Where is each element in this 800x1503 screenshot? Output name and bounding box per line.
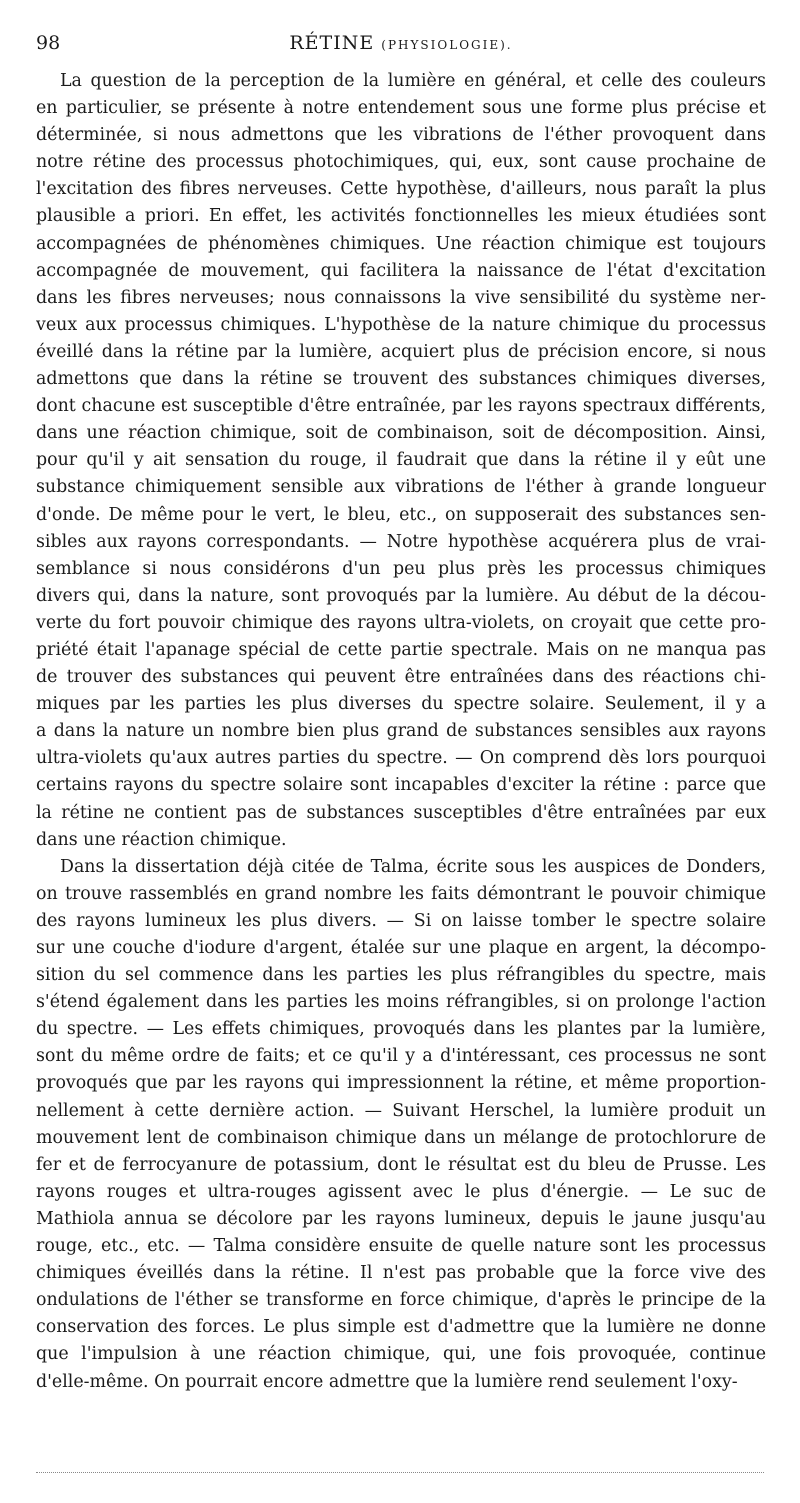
text-line: fer et de ferrocyanure de potassium, dont le résultat est du bleu de Prusse. Les [36, 1154, 766, 1175]
text-line: a dans la nature un nombre bien plus grand de substances sensibles aux rayons [36, 721, 766, 742]
text-line: substance chimiquement sensible aux vibrations de l'éther à grande longueur [36, 477, 766, 498]
text-line: chimiques éveillés dans la rétine. Il n'est pas probable que la force vive des [36, 1263, 766, 1284]
text-line: plausible a priori. En effet, les activités fonctionnelles les mieux étudiées sont [36, 206, 766, 227]
text-line: dont chacune est susceptible d'être entraînée, par les rayons spectraux différents, [36, 396, 766, 417]
text-line: on trouve rassemblés en grand nombre les faits démontrant le pouvoir chimique [36, 883, 766, 904]
text-line: divers qui, dans la nature, sont provoqués par la lumière. Au début de la décou- [36, 585, 766, 606]
text-line: provoqués que par les rayons qui impressionnent la rétine, et même proportion- [36, 1073, 766, 1094]
text-line: d'elle-même. On pourrait encore admettre que la lumière rend seulement l'oxy- [36, 1371, 738, 1392]
text-line: s'étend également dans les parties les moins réfrangibles, si on prolonge l'action [36, 992, 766, 1013]
text-line: pour qu'il y ait sensation du rouge, il faudrait que dans la rétine il y eût une [36, 450, 766, 471]
text-line: des rayons lumineux les plus divers. — Si on laisse tomber le spectre solaire [36, 910, 766, 931]
text-line: éveillé dans la rétine par la lumière, acquiert plus de précision encore, si nous [36, 341, 766, 362]
body-text [36, 68, 766, 1396]
text-line: l'excitation des fibres nerveuses. Cette hypothèse, d'ailleurs, nous paraît la plus [36, 179, 766, 200]
text-line: de trouver des substances qui peuvent être entraînées dans des réactions chi- [36, 667, 766, 688]
text-line: sur une couche d'iodure d'argent, étalée sur une plaque en argent, la décompo- [36, 938, 766, 958]
text-line: mouvement lent de combinaison chimique dans un mélange de protochlorure de [36, 1127, 766, 1148]
text-line: certains rayons du spectre solaire sont incapables d'exciter la rétine : parce que [36, 775, 766, 796]
text-line: Dans la dissertation déjà citée de Talma, écrite sous les auspices de Donders, [60, 856, 766, 877]
text-line: dans une réaction chimique. [36, 829, 287, 850]
text-line: la rétine ne contient pas de substances susceptibles d'être entraînées par eux [36, 802, 766, 823]
text-line: rouge, etc., etc. — Talma considère ensuite de quelle nature sont les processus [36, 1236, 766, 1257]
text-line: ultra-violets qu'aux autres parties du spectre. — On comprend dès lors pourquoi [36, 748, 766, 769]
running-header [36, 30, 766, 56]
running-title-sub: (PHYSIOLOGIE). [381, 38, 513, 52]
text-line: d'onde. De même pour le vert, le bleu, etc., on supposerait des substances sen- [36, 504, 766, 525]
text-line: dans une réaction chimique, soit de combinaison, soit de décomposition. Ainsi, [36, 423, 766, 444]
running-title-main: RÉTINE [289, 32, 375, 54]
text-line: du spectre. — Les effets chimiques, provoqués dans les plantes par la lumière, [36, 1019, 766, 1040]
text-line: notre rétine des processus photochimiques, qui, eux, sont cause prochaine de [36, 152, 766, 173]
text-line: accompagnée de mouvement, qui facilitera la naissance de l'état d'excitation [36, 260, 766, 281]
text-line: sibles aux rayons correspondants. — Notre hypothèse acquérera plus de vrai- [36, 531, 766, 552]
text-line: rayons rouges et ultra-rouges agissent avec le plus d'énergie. — Le suc de [36, 1181, 766, 1202]
text-line: Mathiola annua se décolore par les rayons lumineux, depuis le jaune jusqu'au [36, 1208, 766, 1229]
text-line: verte du fort pouvoir chimique des rayons ultra-violets, on croyait que cette pro- [36, 612, 766, 633]
paragraph [36, 854, 766, 1396]
text-line: sont du même ordre de faits; et ce qu'il y a d'intéressant, ces processus ne sont [36, 1046, 766, 1067]
running-title [36, 30, 766, 58]
paragraph [36, 68, 766, 854]
text-line: miques par les parties les plus diverses du spectre solaire. Seulement, il y a [36, 694, 766, 715]
text-line: conservation des forces. Le plus simple est d'admettre que la lumière ne donne [36, 1317, 766, 1338]
text-line: déterminée, si nous admettons que les vibrations de l'éther provoquent dans [36, 125, 766, 146]
text-line: admettons que dans la rétine se trouvent des substances chimiques diverses, [36, 369, 766, 390]
text-line: semblance si nous considérons d'un peu plus près les processus chimiques [36, 558, 766, 579]
text-line: dans les fibres nerveuses; nous connaissons la vive sensibilité du système ner- [36, 287, 766, 308]
text-line: accompagnées de phénomènes chimiques. Une réaction chimique est toujours [36, 233, 766, 254]
text-line: nellement à cette dernière action. — Suivant Herschel, la lumière produit un [36, 1100, 766, 1121]
text-line: La question de la perception de la lumière en général, et celle des couleurs [60, 71, 766, 91]
document-page [36, 30, 766, 1396]
text-line: ondulations de l'éther se transforme en force chimique, d'après le principe de la [36, 1290, 766, 1311]
text-line: sition du sel commence dans les parties les plus réfrangibles du spectre, mais [36, 965, 766, 986]
footer-rule [36, 1472, 764, 1473]
text-line: priété était l'apanage spécial de cette partie spectrale. Mais on ne manqua pas [36, 639, 766, 660]
page-number: 98 [36, 32, 61, 54]
text-line: que l'impulsion à une réaction chimique, qui, une fois provoquée, continue [36, 1344, 766, 1365]
text-line: en particulier, se présente à notre entendement sous une forme plus précise et [36, 98, 766, 119]
text-line: veux aux processus chimiques. L'hypothèse de la nature chimique du processus [36, 314, 766, 335]
